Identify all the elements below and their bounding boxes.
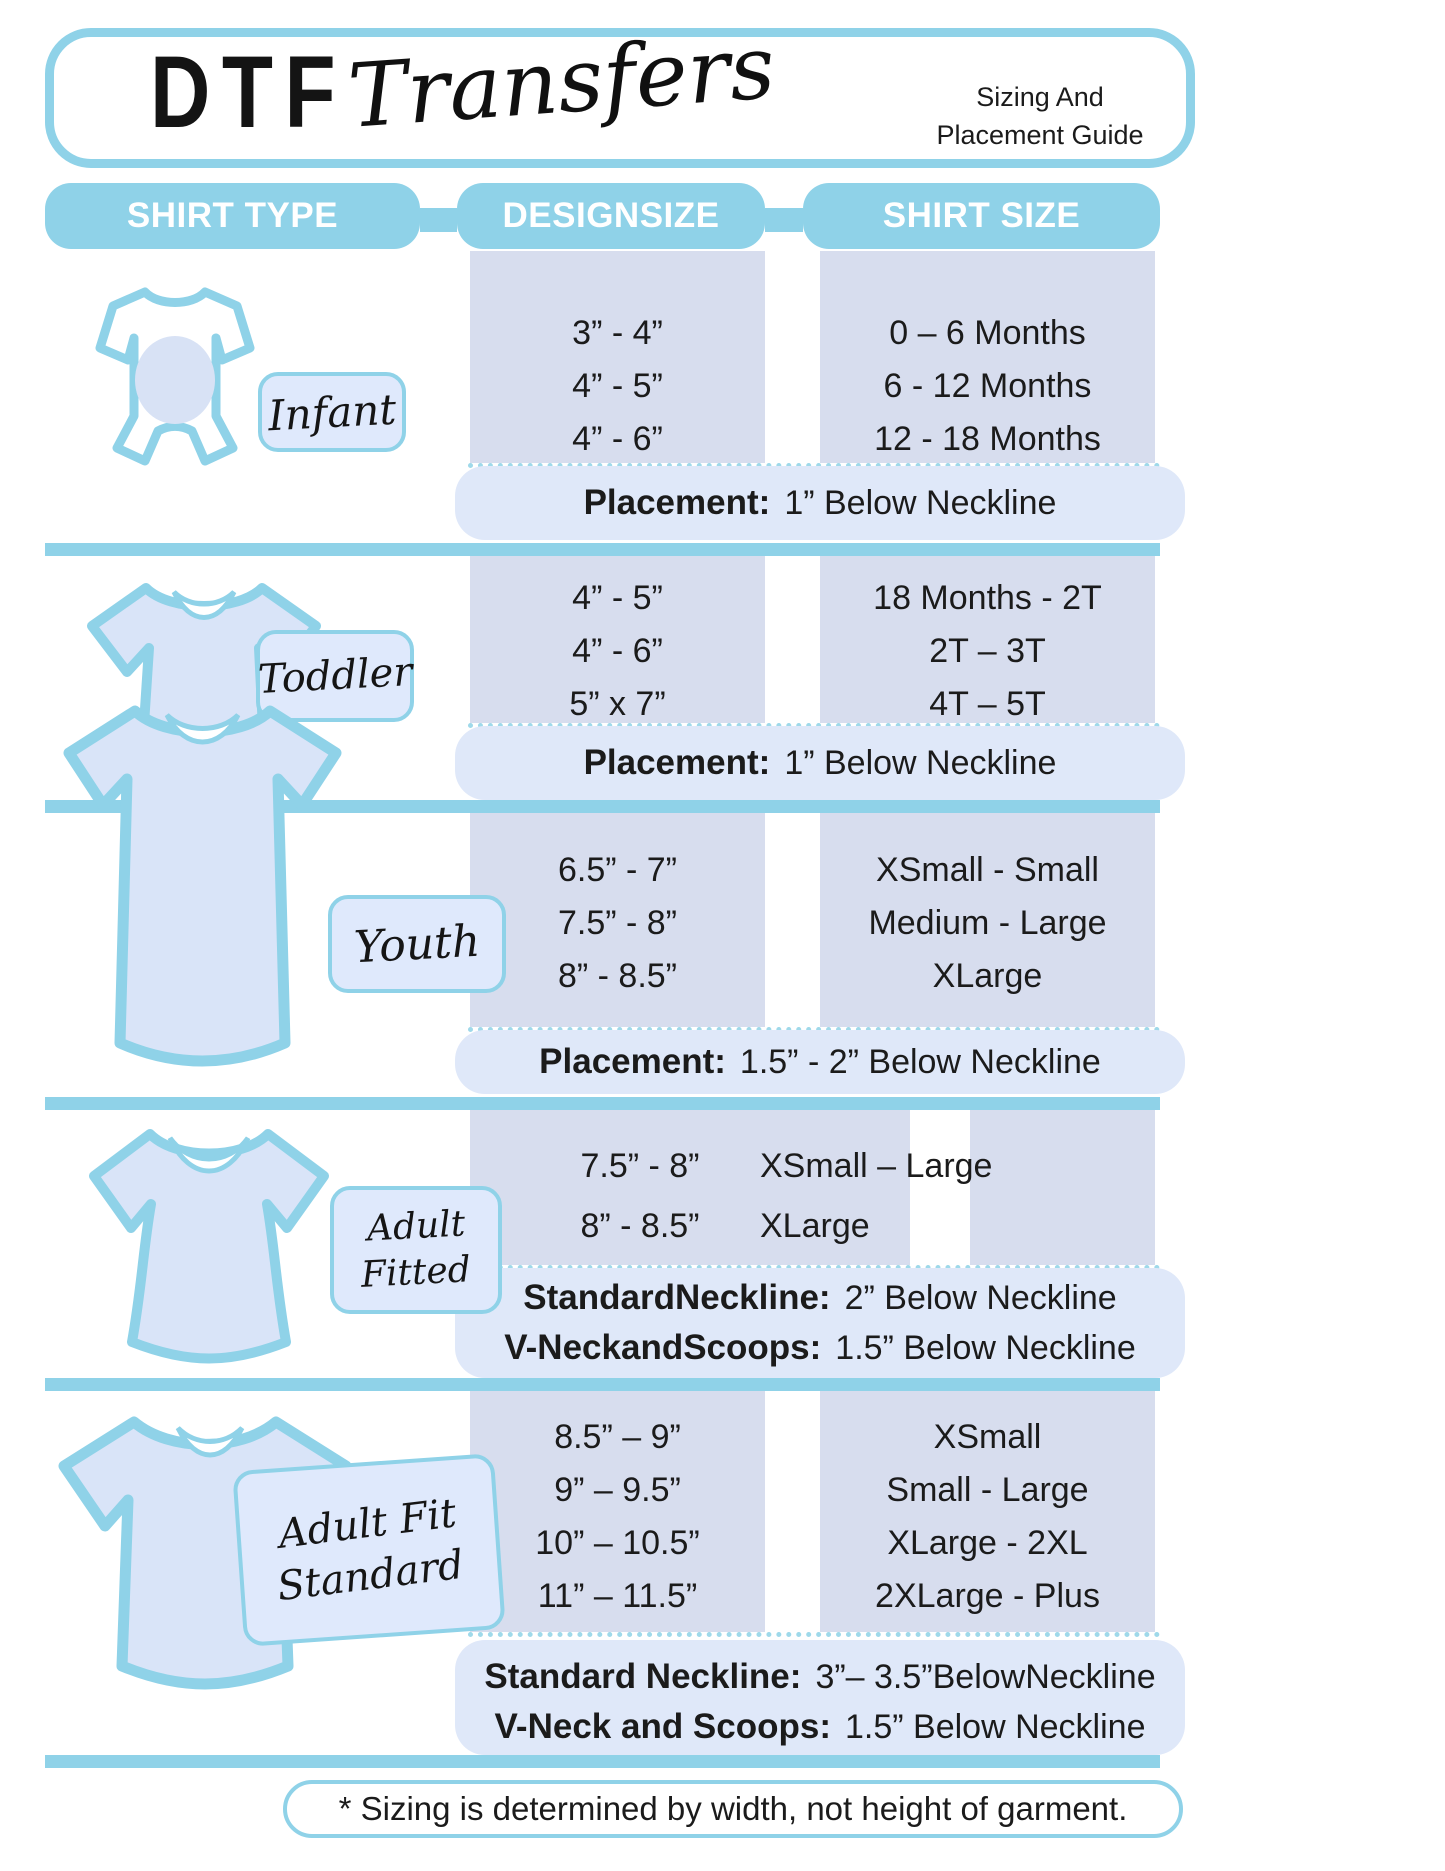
infant-placement-band: [455, 466, 1185, 540]
shirt-size: 4T – 5T: [929, 685, 1046, 723]
row-divider: [45, 1378, 1160, 1391]
design-size: 10” – 10.5”: [535, 1523, 700, 1562]
shirt-size: 6 - 12 Months: [883, 366, 1092, 405]
shirt-size: XSmall – Large: [760, 1147, 993, 1185]
shirt-size: Small - Large: [886, 1470, 1089, 1509]
row-divider: [45, 543, 1160, 556]
shirt-size: 2T – 3T: [929, 632, 1046, 670]
youth-tshirt-icon: [55, 693, 350, 1085]
placement-label: Placement:: [539, 1042, 726, 1081]
header-subtitle: [905, 78, 1175, 154]
design-size: 8” - 8.5”: [557, 956, 678, 995]
subtitle-line-2: Placement Guide: [936, 120, 1144, 150]
design-size: 7.5” - 8”: [557, 903, 678, 942]
shirt-size: XSmall: [933, 1417, 1042, 1456]
placement-label: V-Neck and Scoops:: [494, 1706, 831, 1746]
row-label-text: Toddler: [256, 648, 414, 704]
placement-label: Placement:: [583, 743, 771, 782]
adult-fitted-shirt-size-band: [970, 1110, 1155, 1265]
shirt-size: XLarge: [760, 1207, 870, 1245]
brand-script-title: Transfers: [344, 15, 778, 148]
row-divider: [45, 1755, 1160, 1768]
design-size: 4” - 6”: [572, 419, 663, 458]
design-size: 4” - 5”: [572, 579, 663, 617]
footer-note-text: * Sizing is determined by width, not height of garment.: [338, 1790, 1128, 1827]
placement-value: 1” Below Neckline: [784, 744, 1057, 782]
infant-shirt-size-band: [820, 251, 1155, 463]
shirt-size: 12 - 18 Months: [874, 419, 1101, 458]
column-header-shirt-type: SHIRT TYPE: [45, 183, 420, 249]
adult-fitted-tshirt-icon: [78, 1118, 340, 1370]
row-label-infant: [258, 372, 406, 452]
design-size: 8.5” – 9”: [554, 1417, 681, 1456]
design-size: 4” - 6”: [572, 632, 663, 670]
placement-label: StandardNeckline:: [523, 1278, 831, 1317]
row-label-text: Fitted: [360, 1249, 472, 1296]
shirt-size: XSmall - Small: [876, 850, 1099, 889]
placement-value: 1” Below Neckline: [784, 484, 1057, 522]
shirt-size: XLarge - 2XL: [887, 1523, 1088, 1562]
placement-value: 1.5” Below Neckline: [845, 1707, 1146, 1746]
footer-note-box: [283, 1780, 1183, 1838]
youth-design-size-band: [470, 813, 765, 1027]
adult-standard-shirt-size-band: [820, 1391, 1155, 1632]
column-header-design-size: DESIGNSIZE: [457, 183, 765, 249]
row-label-text: Infant: [266, 384, 398, 440]
shirt-size: Medium - Large: [868, 903, 1107, 942]
adult-standard-design-size-band: [470, 1391, 765, 1632]
adult-fitted-placement-band: [455, 1268, 1185, 1378]
toddler-shirt-size-band: [820, 556, 1155, 723]
design-size: 11” – 11.5”: [537, 1576, 698, 1615]
row-label-text: Adult Fit: [275, 1490, 459, 1558]
shirt-size: 2XLarge - Plus: [875, 1576, 1100, 1615]
subtitle-line-1: Sizing And: [976, 82, 1104, 112]
toddler-placement-band: [455, 726, 1185, 800]
design-size: 8” - 8.5”: [580, 1207, 700, 1245]
placement-label: Standard Neckline:: [484, 1656, 802, 1696]
pill-connector: [420, 208, 457, 232]
row-label-adult-fitted: [330, 1186, 502, 1314]
design-size: 7.5” - 8”: [580, 1147, 700, 1185]
design-size: 9” – 9.5”: [554, 1470, 681, 1509]
adult-standard-placement-band: [455, 1640, 1185, 1755]
brand-title: DTF: [150, 35, 348, 149]
design-size: 3” - 4”: [572, 313, 663, 352]
placement-value: 1.5” Below Neckline: [835, 1329, 1136, 1367]
dotted-separator: [468, 1632, 1160, 1637]
youth-placement-band: [455, 1030, 1185, 1094]
row-label-adult-standard: [232, 1453, 506, 1647]
row-label-text: Adult: [365, 1203, 467, 1250]
pill-connector: [765, 208, 803, 232]
design-size: 4” - 5”: [572, 366, 663, 405]
placement-value: 1.5” - 2” Below Neckline: [739, 1043, 1101, 1081]
row-divider: [45, 1097, 1160, 1110]
infant-design-size-band: [470, 251, 765, 463]
placement-value: 3”– 3.5”BelowNeckline: [815, 1657, 1156, 1696]
row-label-text: Standard: [275, 1541, 467, 1611]
shirt-size: XLarge: [932, 956, 1043, 995]
placement-label: Placement:: [583, 483, 771, 522]
column-header-shirt-size: SHIRT SIZE: [803, 183, 1160, 249]
infant-onesie-icon: [95, 278, 255, 530]
placement-value: 2” Below Neckline: [844, 1279, 1117, 1317]
shirt-size: 0 – 6 Months: [889, 313, 1086, 352]
design-size: 5” x 7”: [569, 685, 666, 723]
youth-shirt-size-band: [820, 813, 1155, 1027]
row-label-youth: [328, 895, 506, 993]
toddler-design-size-band: [470, 556, 765, 723]
design-size: 6.5” - 7”: [557, 850, 678, 889]
shirt-size: 18 Months - 2T: [873, 579, 1102, 617]
row-label-text: Youth: [352, 915, 482, 973]
placement-label: V-NeckandScoops:: [504, 1328, 822, 1367]
